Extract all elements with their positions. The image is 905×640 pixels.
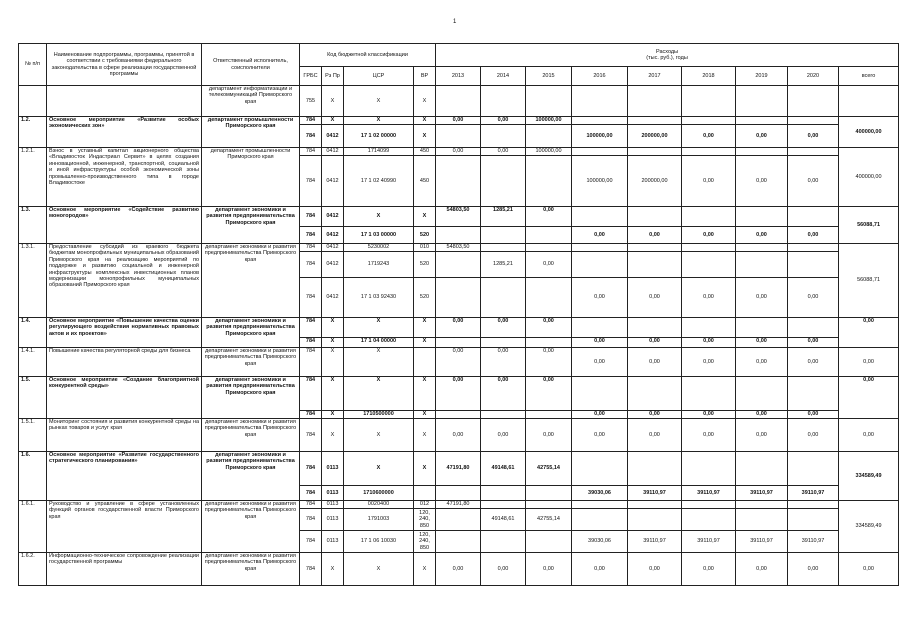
executor-cell: департамент экономики и развития предпринимательства Приморского края [202, 377, 300, 419]
table-row [19, 86, 899, 117]
vr-cell: X [414, 86, 436, 117]
value-cell: 100000,00 [526, 148, 572, 156]
csr-cell: X [344, 86, 414, 117]
csr-cell: 17 1 02 40990 [344, 156, 414, 207]
rzpr-cell: 0113 [322, 486, 344, 501]
executor-cell: департамент промышленности Приморского края [202, 148, 300, 207]
total-cell: 400000,00 [839, 117, 899, 148]
value-cell: 0,00 [572, 411, 628, 419]
grbs-cell: 784 [300, 318, 322, 338]
value-cell: 39110,97 [736, 531, 788, 553]
csr-cell: 17 1 06 10030 [344, 531, 414, 553]
table-row [19, 501, 899, 509]
table-row [19, 207, 899, 227]
value-cell: 0,00 [572, 227, 628, 244]
value-cell: 100000,00 [526, 117, 572, 125]
csr-cell: 1714099 [344, 148, 414, 156]
table-row [19, 419, 899, 452]
rzpr-cell: X [322, 338, 344, 348]
value-cell: 0,00 [572, 338, 628, 348]
header-code-group: Код бюджетной классификации [300, 44, 436, 67]
csr-cell: X [344, 377, 414, 411]
vr-cell: 450 [414, 148, 436, 156]
value-cell: 0,00 [481, 117, 526, 125]
row-name: Повышение качества регуляторной среды для бизнеса [47, 348, 202, 377]
value-cell: 0,00 [628, 278, 682, 318]
grbs-cell: 784 [300, 278, 322, 318]
value-cell: 0,00 [682, 338, 736, 348]
header-year: 2015 [526, 67, 572, 86]
value-cell: 1285,21 [481, 207, 526, 227]
row-number: 1.6.1. [19, 501, 47, 553]
value-cell: 0,00 [788, 411, 839, 419]
row-name: Информационно-техническое сопровождение реализации государственной программы [47, 553, 202, 586]
csr-cell: 1710600000 [344, 486, 414, 501]
csr-cell: 1719243 [344, 252, 414, 278]
row-name: Основное мероприятие «Развитие государственного стратегического планирования» [47, 452, 202, 501]
table-row [19, 452, 899, 486]
table-row [19, 244, 899, 252]
row-name: Взнос в уставный капитал акционерного общества «Владивосток Индастриал Сервит» в целях создания инновационной, инженерной, транспортной, социальной и иной инфраструктуры особой экономической зоны промышленно-производственного типа в городе Владивостоке [47, 148, 202, 207]
executor-cell: департамент экономики и развития предпринимательства Приморского края [202, 501, 300, 553]
value-cell: 39110,97 [628, 486, 682, 501]
rzpr-cell: 0412 [322, 252, 344, 278]
grbs-cell: 784 [300, 227, 322, 244]
table-row [19, 117, 899, 125]
value-cell: 0,00 [572, 348, 628, 377]
total-cell: 334589,49 [839, 501, 899, 553]
csr-cell: X [344, 207, 414, 227]
table-row [19, 148, 899, 156]
rzpr-cell: X [322, 419, 344, 452]
total-cell: 56088,71 [839, 244, 899, 318]
value-cell: 0,00 [736, 227, 788, 244]
csr-cell: 1710500000 [344, 411, 414, 419]
value-cell: 0,00 [526, 252, 572, 278]
rzpr-cell: 0412 [322, 244, 344, 252]
executor-cell: департамент экономики и развития предпринимательства Приморского края [202, 553, 300, 586]
value-cell: 0,00 [788, 227, 839, 244]
total-cell: 334589,49 [839, 452, 899, 501]
value-cell: 49148,61 [481, 509, 526, 531]
value-cell: 0,00 [436, 148, 481, 156]
value-cell: 0,00 [572, 419, 628, 452]
value-cell: 100000,00 [572, 125, 628, 148]
value-cell: 0,00 [788, 348, 839, 377]
vr-cell: 520 [414, 278, 436, 318]
value-cell: 0,00 [628, 419, 682, 452]
value-cell: 39110,97 [682, 531, 736, 553]
value-cell: 0,00 [526, 318, 572, 338]
value-cell: 0,00 [736, 156, 788, 207]
header-name: Наименование подпрограммы, программы, принятой в соответствии с требованиями федерального законодательства в сфере реализации государственной программы [47, 44, 202, 86]
value-cell: 0,00 [572, 553, 628, 586]
total-cell: 0,00 [839, 318, 899, 348]
vr-cell: X [414, 117, 436, 125]
value-cell: 0,00 [682, 278, 736, 318]
value-cell: 0,00 [788, 278, 839, 318]
value-cell: 39110,97 [682, 486, 736, 501]
value-cell: 0,00 [436, 348, 481, 377]
value-cell: 54803,50 [436, 207, 481, 227]
rzpr-cell: 0412 [322, 148, 344, 156]
csr-cell: 0020400 [344, 501, 414, 509]
value-cell: 0,00 [481, 318, 526, 338]
value-cell: 0,00 [736, 553, 788, 586]
rzpr-cell: 0412 [322, 227, 344, 244]
grbs-cell: 784 [300, 531, 322, 553]
vr-cell [414, 486, 436, 501]
table-row [19, 318, 899, 338]
grbs-cell: 784 [300, 125, 322, 148]
grbs-cell: 784 [300, 486, 322, 501]
csr-cell: 1791003 [344, 509, 414, 531]
header-year: 2020 [788, 67, 839, 86]
rzpr-cell: X [322, 86, 344, 117]
vr-cell: 120, 240, 850 [414, 531, 436, 553]
value-cell: 0,00 [628, 553, 682, 586]
rzpr-cell: 0412 [322, 278, 344, 318]
csr-cell: X [344, 553, 414, 586]
value-cell: 0,00 [436, 117, 481, 125]
row-number: 1.4.1. [19, 348, 47, 377]
row-number: 1.2.1. [19, 148, 47, 207]
value-cell: 0,00 [628, 338, 682, 348]
value-cell: 0,00 [788, 125, 839, 148]
value-cell: 39110,97 [628, 531, 682, 553]
row-name: Основное мероприятие «Создание благоприятной конкурентной среды» [47, 377, 202, 419]
value-cell: 0,00 [736, 338, 788, 348]
table-row [19, 553, 899, 586]
header-year: 2017 [628, 67, 682, 86]
grbs-cell: 784 [300, 553, 322, 586]
value-cell: 47191,80 [436, 501, 481, 509]
rzpr-cell: 0113 [322, 452, 344, 486]
header-executor: Ответственный исполнитель, соисполнители [202, 44, 300, 86]
header-year: 2018 [682, 67, 736, 86]
header-vr: ВР [414, 67, 436, 86]
value-cell: 39110,97 [736, 486, 788, 501]
value-cell: 0,00 [481, 419, 526, 452]
vr-cell: 012 [414, 501, 436, 509]
rzpr-cell: X [322, 117, 344, 125]
grbs-cell: 755 [300, 86, 322, 117]
vr-cell: 120, 240, 850 [414, 509, 436, 531]
executor-cell: департамент экономики и развития предпринимательства Приморского края [202, 207, 300, 244]
value-cell: 0,00 [682, 553, 736, 586]
value-cell: 0,00 [682, 227, 736, 244]
grbs-cell: 784 [300, 509, 322, 531]
csr-cell: 17 1 04 00000 [344, 338, 414, 348]
vr-cell: X [414, 377, 436, 411]
value-cell: 0,00 [481, 348, 526, 377]
vr-cell: X [414, 318, 436, 338]
csr-cell: X [344, 452, 414, 486]
value-cell: 0,00 [682, 125, 736, 148]
table-row [19, 377, 899, 411]
header-grbs: ГРБС [300, 67, 322, 86]
value-cell: 0,00 [682, 348, 736, 377]
header-year: 2016 [572, 67, 628, 86]
rzpr-cell: X [322, 318, 344, 338]
executor-cell: департамент экономики и развития предпринимательства Приморского края [202, 419, 300, 452]
row-number: 1.5. [19, 377, 47, 419]
header-year: 2014 [481, 67, 526, 86]
grbs-cell: 784 [300, 501, 322, 509]
value-cell: 200000,00 [628, 156, 682, 207]
executor-cell: департамент информатизации и телекоммуникаций Приморского края [202, 86, 300, 117]
value-cell: 200000,00 [628, 125, 682, 148]
total-cell: 0,00 [839, 348, 899, 377]
value-cell: 0,00 [481, 377, 526, 411]
executor-cell: департамент экономики и развития предпринимательства Приморского края [202, 244, 300, 318]
grbs-cell: 784 [300, 348, 322, 377]
vr-cell: 450 [414, 156, 436, 207]
csr-cell: X [344, 348, 414, 377]
total-cell: 0,00 [839, 419, 899, 452]
rzpr-cell: 0113 [322, 501, 344, 509]
value-cell: 54803,50 [436, 244, 481, 252]
value-cell: 39110,97 [788, 486, 839, 501]
value-cell: 0,00 [788, 553, 839, 586]
vr-cell: X [414, 411, 436, 419]
csr-cell: 17 1 03 00000 [344, 227, 414, 244]
csr-cell: 17 1 03 92430 [344, 278, 414, 318]
row-number: 1.3.1. [19, 244, 47, 318]
total-cell: 0,00 [839, 553, 899, 586]
vr-cell: X [414, 452, 436, 486]
grbs-cell: 784 [300, 419, 322, 452]
csr-cell: X [344, 318, 414, 338]
vr-cell: X [414, 125, 436, 148]
executor-cell: департамент экономики и развития предпринимательства Приморского края [202, 318, 300, 348]
row-number: 1.2. [19, 117, 47, 148]
row-number: 1.4. [19, 318, 47, 348]
grbs-cell: 784 [300, 377, 322, 411]
vr-cell: X [414, 553, 436, 586]
value-cell: 0,00 [736, 125, 788, 148]
grbs-cell: 784 [300, 338, 322, 348]
csr-cell: X [344, 419, 414, 452]
row-number: 1.6.2. [19, 553, 47, 586]
grbs-cell: 784 [300, 244, 322, 252]
header-num: № п/п [19, 44, 47, 86]
value-cell: 100000,00 [572, 156, 628, 207]
rzpr-cell: 0113 [322, 509, 344, 531]
value-cell: 39030,06 [572, 531, 628, 553]
value-cell: 0,00 [788, 338, 839, 348]
value-cell: 0,00 [682, 156, 736, 207]
grbs-cell: 784 [300, 148, 322, 156]
csr-cell: 5230002 [344, 244, 414, 252]
value-cell: 0,00 [628, 411, 682, 419]
row-name: Руководство и управление в сфере установленных функций органов государственной власти Приморского края [47, 501, 202, 553]
row-number: 1.5.1. [19, 419, 47, 452]
grbs-cell: 784 [300, 156, 322, 207]
value-cell: 0,00 [526, 348, 572, 377]
vr-cell: 010 [414, 244, 436, 252]
value-cell: 42755,14 [526, 452, 572, 486]
csr-cell: 17 1 02 00000 [344, 125, 414, 148]
row-name: Предоставление субсидий из краевого бюджета бюджетам монопрофильных муниципальных образований Приморского края на реализацию мероприятий по поддержке и развитию социальной и инженерной инфраструктуры комплексных инвестиционных планов модернизации монопрофильных муниципальных образований Приморского края [47, 244, 202, 318]
rzpr-cell: X [322, 348, 344, 377]
value-cell: 0,00 [628, 348, 682, 377]
executor-cell: департамент промышленности Приморского края [202, 117, 300, 148]
grbs-cell: 784 [300, 452, 322, 486]
grbs-cell: 784 [300, 252, 322, 278]
row-name: Основное мероприятие «Развитие особых экономических зон» [47, 117, 202, 148]
grbs-cell: 784 [300, 207, 322, 227]
row-number: 1.3. [19, 207, 47, 244]
executor-cell: департамент экономики и развития предпринимательства Приморского края [202, 348, 300, 377]
header-rzpr: Рз Пр [322, 67, 344, 86]
value-cell: 0,00 [481, 553, 526, 586]
value-cell: 0,00 [572, 278, 628, 318]
header-year: 2019 [736, 67, 788, 86]
row-name: Основное мероприятие «Содействие развитию моногородов» [47, 207, 202, 244]
vr-cell: X [414, 207, 436, 227]
value-cell: 0,00 [436, 318, 481, 338]
value-cell: 0,00 [436, 419, 481, 452]
csr-cell: X [344, 117, 414, 125]
header-expenses: Расходы (тыс. руб.), годы [436, 44, 899, 67]
value-cell: 0,00 [628, 227, 682, 244]
row-number: 1.6. [19, 452, 47, 501]
total-cell: 0,00 [839, 377, 899, 419]
value-cell: 0,00 [526, 419, 572, 452]
grbs-cell: 784 [300, 411, 322, 419]
vr-cell: 520 [414, 252, 436, 278]
budget-table [18, 43, 899, 586]
value-cell: 0,00 [526, 207, 572, 227]
value-cell: 39110,97 [788, 531, 839, 553]
rzpr-cell: 0113 [322, 531, 344, 553]
rzpr-cell: 0412 [322, 125, 344, 148]
value-cell: 0,00 [736, 278, 788, 318]
value-cell: 0,00 [788, 156, 839, 207]
value-cell: 0,00 [736, 348, 788, 377]
total-cell: 56088,71 [839, 207, 899, 244]
value-cell: 0,00 [736, 419, 788, 452]
rzpr-cell: X [322, 411, 344, 419]
value-cell: 0,00 [436, 377, 481, 411]
value-cell: 0,00 [736, 411, 788, 419]
value-cell: 0,00 [526, 553, 572, 586]
table-row [19, 348, 899, 377]
vr-cell: 520 [414, 227, 436, 244]
row-name: Основное мероприятие «Повышение качества оценки регулирующего воздействия нормативных правовых актов и их проектов» [47, 318, 202, 348]
value-cell: 0,00 [481, 148, 526, 156]
grbs-cell: 784 [300, 117, 322, 125]
rzpr-cell: X [322, 377, 344, 411]
value-cell: 39030,06 [572, 486, 628, 501]
value-cell: 0,00 [682, 411, 736, 419]
rzpr-cell: X [322, 553, 344, 586]
header-row-1 [19, 44, 899, 67]
total-cell: 400000,00 [839, 148, 899, 207]
header-csr: ЦСР [344, 67, 414, 86]
rzpr-cell: 0412 [322, 156, 344, 207]
header-total: всего [839, 67, 899, 86]
value-cell: 47191,80 [436, 452, 481, 486]
value-cell: 0,00 [788, 419, 839, 452]
row-name: Мониторинг состояния и развития конкурентной среды на рынках товаров и услуг края [47, 419, 202, 452]
header-year: 2013 [436, 67, 481, 86]
value-cell: 0,00 [682, 419, 736, 452]
vr-cell: X [414, 338, 436, 348]
rzpr-cell: 0412 [322, 207, 344, 227]
value-cell: 1285,21 [481, 252, 526, 278]
value-cell: 0,00 [526, 377, 572, 411]
value-cell: 0,00 [436, 553, 481, 586]
value-cell: 42755,14 [526, 509, 572, 531]
vr-cell: X [414, 419, 436, 452]
executor-cell: департамент экономики и развития предпринимательства Приморского края [202, 452, 300, 501]
value-cell: 49148,61 [481, 452, 526, 486]
page-number: 1 [453, 19, 457, 25]
